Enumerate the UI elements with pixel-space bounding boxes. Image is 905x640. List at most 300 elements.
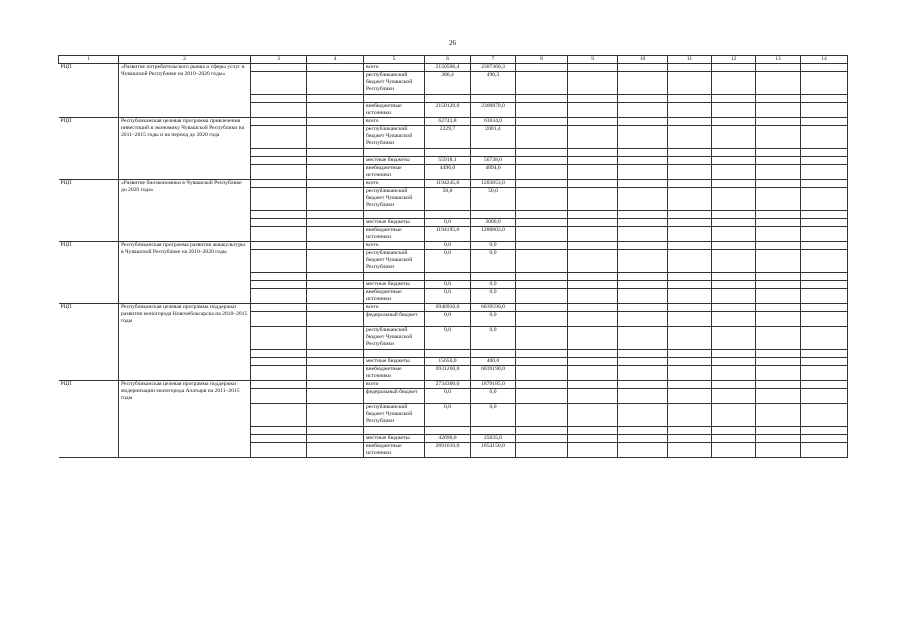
funding-source: республиканский бюджет Чувашской Республики <box>364 188 425 211</box>
empty-cell <box>516 118 568 126</box>
empty-cell <box>801 103 848 118</box>
value-col-6: 0,0 <box>425 389 471 404</box>
empty-cell <box>668 443 712 458</box>
empty-cell <box>668 404 712 427</box>
empty-cell <box>251 227 307 242</box>
empty-cell <box>251 350 307 358</box>
empty-cell <box>756 289 801 304</box>
table-row <box>59 64 848 72</box>
value-col-7: 0,0 <box>471 242 516 250</box>
value-col-6: 15650,0 <box>425 358 471 366</box>
empty-cell <box>618 157 668 165</box>
value-col-6: 0,0 <box>425 327 471 350</box>
value-col-7 <box>471 350 516 358</box>
empty-cell <box>801 188 848 211</box>
empty-cell <box>801 242 848 250</box>
empty-cell <box>618 443 668 458</box>
empty-cell <box>668 327 712 350</box>
empty-cell <box>568 304 618 312</box>
value-col-7 <box>471 211 516 219</box>
program-code: РЦП <box>59 64 119 118</box>
program-name: Республиканская целевая программа привлечения инвестиций в экономику Чувашской Республики на 2011–2015 годы и на период до 2020 года <box>119 118 251 180</box>
empty-cell <box>756 157 801 165</box>
empty-cell <box>712 250 756 273</box>
empty-cell <box>668 149 712 157</box>
empty-cell <box>307 157 364 165</box>
empty-cell <box>668 427 712 435</box>
empty-cell <box>668 366 712 381</box>
empty-cell <box>801 273 848 281</box>
empty-cell <box>801 304 848 312</box>
empty-cell <box>307 227 364 242</box>
empty-cell <box>801 327 848 350</box>
funding-source: федеральный бюджет <box>364 389 425 404</box>
empty-cell <box>668 304 712 312</box>
value-col-6: 2691610,0 <box>425 443 471 458</box>
empty-cell <box>251 427 307 435</box>
empty-cell <box>516 180 568 188</box>
empty-cell <box>516 273 568 281</box>
empty-cell <box>712 389 756 404</box>
program-name: Республиканская программа развития аквакультуры в Чувашской Республике на 2010–2020 годы <box>119 242 251 304</box>
empty-cell <box>307 350 364 358</box>
value-col-6: 42690,0 <box>425 435 471 443</box>
empty-cell <box>516 350 568 358</box>
value-col-6: 0,0 <box>425 219 471 227</box>
empty-cell <box>712 289 756 304</box>
value-col-7: 1854150,0 <box>471 443 516 458</box>
empty-cell <box>307 242 364 250</box>
program-name: «Развитие потребительского рынка и сферы услуг в Чувашской Республике на 2010–2020 годы» <box>119 64 251 118</box>
empty-cell <box>568 126 618 149</box>
value-col-6 <box>425 149 471 157</box>
empty-cell <box>712 149 756 157</box>
value-col-6: 0,0 <box>425 404 471 427</box>
empty-cell <box>756 72 801 95</box>
empty-cell <box>618 95 668 103</box>
empty-cell <box>516 72 568 95</box>
value-col-6: 4496,0 <box>425 165 471 180</box>
empty-cell <box>668 188 712 211</box>
empty-cell <box>801 366 848 381</box>
empty-cell <box>516 366 568 381</box>
empty-cell <box>618 118 668 126</box>
empty-cell <box>668 242 712 250</box>
empty-cell <box>618 211 668 219</box>
empty-cell <box>712 381 756 389</box>
empty-cell <box>756 165 801 180</box>
empty-cell <box>307 427 364 435</box>
empty-cell <box>251 435 307 443</box>
empty-cell <box>668 72 712 95</box>
empty-cell <box>668 165 712 180</box>
value-col-6: 0,0 <box>425 281 471 289</box>
empty-cell <box>568 103 618 118</box>
empty-cell <box>668 95 712 103</box>
empty-cell <box>251 95 307 103</box>
empty-cell <box>568 443 618 458</box>
empty-cell <box>618 165 668 180</box>
funding-source: местные бюджеты <box>364 281 425 289</box>
funding-source: всего <box>364 64 425 72</box>
empty-cell <box>712 118 756 126</box>
empty-cell <box>801 350 848 358</box>
empty-cell <box>516 126 568 149</box>
funding-source <box>364 427 425 435</box>
empty-cell <box>307 118 364 126</box>
empty-cell <box>251 180 307 188</box>
funding-source: республиканский бюджет Чувашской Республики <box>364 404 425 427</box>
empty-cell <box>516 281 568 289</box>
funding-source <box>364 273 425 281</box>
empty-cell <box>516 443 568 458</box>
empty-cell <box>801 180 848 188</box>
empty-cell <box>668 381 712 389</box>
value-col-6: 2329,7 <box>425 126 471 149</box>
empty-cell <box>801 381 848 389</box>
empty-cell <box>756 304 801 312</box>
empty-cell <box>251 149 307 157</box>
value-col-6: 0,0 <box>425 289 471 304</box>
funding-table <box>58 55 848 458</box>
funding-source: местные бюджеты <box>364 435 425 443</box>
empty-cell <box>756 211 801 219</box>
empty-cell <box>251 103 307 118</box>
value-col-7: 1879185,0 <box>471 381 516 389</box>
empty-cell <box>251 219 307 227</box>
empty-cell <box>568 427 618 435</box>
empty-cell <box>307 165 364 180</box>
empty-cell <box>801 250 848 273</box>
empty-cell <box>251 273 307 281</box>
empty-cell <box>516 165 568 180</box>
empty-cell <box>568 366 618 381</box>
empty-cell <box>756 443 801 458</box>
value-col-6: 2734300,0 <box>425 381 471 389</box>
empty-cell <box>307 95 364 103</box>
empty-cell <box>618 389 668 404</box>
empty-cell <box>516 149 568 157</box>
empty-cell <box>668 289 712 304</box>
empty-cell <box>251 242 307 250</box>
empty-cell <box>568 72 618 95</box>
empty-cell <box>618 358 668 366</box>
empty-cell <box>756 180 801 188</box>
empty-cell <box>251 211 307 219</box>
empty-cell <box>307 103 364 118</box>
funding-source: всего <box>364 381 425 389</box>
empty-cell <box>568 219 618 227</box>
value-col-7: 0,0 <box>471 250 516 273</box>
value-col-6: 0,0 <box>425 242 471 250</box>
table-row <box>59 242 848 250</box>
empty-cell <box>618 219 668 227</box>
empty-cell <box>307 381 364 389</box>
empty-cell <box>568 389 618 404</box>
column-number-1: 1 <box>59 56 119 64</box>
empty-cell <box>756 95 801 103</box>
empty-cell <box>801 435 848 443</box>
empty-cell <box>712 281 756 289</box>
column-number-12: 12 <box>712 56 756 64</box>
value-col-7: 0,0 <box>471 327 516 350</box>
funding-source: внебюджетные источники <box>364 227 425 242</box>
funding-source: всего <box>364 118 425 126</box>
empty-cell <box>307 72 364 95</box>
funding-source <box>364 350 425 358</box>
empty-cell <box>618 250 668 273</box>
table-row <box>59 180 848 188</box>
empty-cell <box>756 312 801 327</box>
value-col-7: 1280803,0 <box>471 227 516 242</box>
value-col-6: 50,0 <box>425 188 471 211</box>
empty-cell <box>251 165 307 180</box>
empty-cell <box>618 435 668 443</box>
program-name: Республиканская целевая программа поддержки развития моногорода Новочебоксарска на 2010–2015 годы <box>119 304 251 381</box>
empty-cell <box>307 289 364 304</box>
value-col-7: 3000,0 <box>471 219 516 227</box>
empty-cell <box>801 443 848 458</box>
empty-cell <box>801 149 848 157</box>
value-col-6: 0,0 <box>425 250 471 273</box>
empty-cell <box>618 149 668 157</box>
empty-cell <box>756 103 801 118</box>
column-number-row <box>59 56 848 64</box>
empty-cell <box>618 273 668 281</box>
empty-cell <box>568 227 618 242</box>
empty-cell <box>568 350 618 358</box>
empty-cell <box>668 250 712 273</box>
empty-cell <box>251 381 307 389</box>
empty-cell <box>668 281 712 289</box>
empty-cell <box>668 312 712 327</box>
empty-cell <box>712 312 756 327</box>
empty-cell <box>251 281 307 289</box>
funding-source: всего <box>364 242 425 250</box>
empty-cell <box>516 358 568 366</box>
value-col-7: 0,0 <box>471 312 516 327</box>
empty-cell <box>712 435 756 443</box>
value-col-6: 0,0 <box>425 312 471 327</box>
value-col-7: 50,0 <box>471 188 516 211</box>
empty-cell <box>568 289 618 304</box>
value-col-6 <box>425 273 471 281</box>
empty-cell <box>756 219 801 227</box>
empty-cell <box>618 289 668 304</box>
funding-source: республиканский бюджет Чувашской Республики <box>364 72 425 95</box>
empty-cell <box>618 312 668 327</box>
empty-cell <box>568 381 618 389</box>
empty-cell <box>712 219 756 227</box>
column-number-9: 9 <box>568 56 618 64</box>
empty-cell <box>307 250 364 273</box>
funding-source <box>364 149 425 157</box>
empty-cell <box>251 188 307 211</box>
empty-cell <box>756 149 801 157</box>
empty-cell <box>756 250 801 273</box>
empty-cell <box>712 304 756 312</box>
empty-cell <box>251 304 307 312</box>
empty-cell <box>618 404 668 427</box>
empty-cell <box>516 211 568 219</box>
empty-cell <box>668 389 712 404</box>
table-row <box>59 381 848 389</box>
value-col-6: 6946910,0 <box>425 304 471 312</box>
empty-cell <box>801 404 848 427</box>
empty-cell <box>618 327 668 350</box>
column-number-7: 7 <box>471 56 516 64</box>
empty-cell <box>756 281 801 289</box>
empty-cell <box>712 350 756 358</box>
empty-cell <box>251 64 307 72</box>
empty-cell <box>516 381 568 389</box>
empty-cell <box>568 327 618 350</box>
empty-cell <box>712 165 756 180</box>
value-col-6: 1194245,0 <box>425 180 471 188</box>
empty-cell <box>307 281 364 289</box>
empty-cell <box>618 72 668 95</box>
empty-cell <box>756 227 801 242</box>
value-col-7: 25035,0 <box>471 435 516 443</box>
empty-cell <box>516 219 568 227</box>
empty-cell <box>712 366 756 381</box>
program-code: РЦП <box>59 118 119 180</box>
empty-cell <box>801 95 848 103</box>
empty-cell <box>568 273 618 281</box>
empty-cell <box>668 211 712 219</box>
empty-cell <box>568 165 618 180</box>
empty-cell <box>801 281 848 289</box>
empty-cell <box>801 126 848 149</box>
empty-cell <box>568 157 618 165</box>
empty-cell <box>801 211 848 219</box>
empty-cell <box>516 389 568 404</box>
empty-cell <box>516 227 568 242</box>
value-col-7: 400,0 <box>471 358 516 366</box>
empty-cell <box>756 64 801 72</box>
column-number-14: 14 <box>801 56 848 64</box>
empty-cell <box>801 389 848 404</box>
empty-cell <box>668 180 712 188</box>
empty-cell <box>801 427 848 435</box>
empty-cell <box>712 227 756 242</box>
empty-cell <box>756 389 801 404</box>
empty-cell <box>618 126 668 149</box>
empty-cell <box>307 219 364 227</box>
empty-cell <box>568 211 618 219</box>
value-col-7: 6839190,0 <box>471 366 516 381</box>
empty-cell <box>307 180 364 188</box>
empty-cell <box>307 126 364 149</box>
value-col-7: 63634,0 <box>471 118 516 126</box>
empty-cell <box>251 327 307 350</box>
empty-cell <box>516 157 568 165</box>
empty-cell <box>516 250 568 273</box>
empty-cell <box>568 250 618 273</box>
column-number-11: 11 <box>668 56 712 64</box>
funding-source: республиканский бюджет Чувашской Республики <box>364 250 425 273</box>
empty-cell <box>801 358 848 366</box>
empty-cell <box>516 312 568 327</box>
empty-cell <box>756 118 801 126</box>
empty-cell <box>756 381 801 389</box>
empty-cell <box>712 72 756 95</box>
column-number-2: 2 <box>119 56 251 64</box>
funding-source: местные бюджеты <box>364 358 425 366</box>
empty-cell <box>307 64 364 72</box>
funding-source: внебюджетные источники <box>364 289 425 304</box>
value-col-7: 1283853,0 <box>471 180 516 188</box>
column-number-4: 4 <box>307 56 364 64</box>
empty-cell <box>756 350 801 358</box>
value-col-6: 2150120,0 <box>425 103 471 118</box>
page-number: 26 <box>449 39 456 47</box>
value-col-6: 386,4 <box>425 72 471 95</box>
empty-cell <box>568 312 618 327</box>
empty-cell <box>756 427 801 435</box>
funding-source: всего <box>364 180 425 188</box>
empty-cell <box>756 242 801 250</box>
empty-cell <box>251 72 307 95</box>
value-col-6: 55918,1 <box>425 157 471 165</box>
empty-cell <box>307 327 364 350</box>
value-col-6 <box>425 350 471 358</box>
empty-cell <box>568 358 618 366</box>
empty-cell <box>756 435 801 443</box>
empty-cell <box>307 273 364 281</box>
empty-cell <box>668 126 712 149</box>
empty-cell <box>307 358 364 366</box>
empty-cell <box>568 95 618 103</box>
value-col-7: 0,0 <box>471 289 516 304</box>
column-number-10: 10 <box>618 56 668 64</box>
empty-cell <box>712 327 756 350</box>
empty-cell <box>251 126 307 149</box>
empty-cell <box>801 157 848 165</box>
empty-cell <box>712 404 756 427</box>
value-col-7: 0,0 <box>471 404 516 427</box>
empty-cell <box>568 242 618 250</box>
empty-cell <box>756 188 801 211</box>
empty-cell <box>756 404 801 427</box>
empty-cell <box>618 242 668 250</box>
funding-source: местные бюджеты <box>364 219 425 227</box>
empty-cell <box>801 118 848 126</box>
empty-cell <box>516 289 568 304</box>
empty-cell <box>801 312 848 327</box>
empty-cell <box>668 273 712 281</box>
program-code: РЦП <box>59 304 119 381</box>
empty-cell <box>801 219 848 227</box>
empty-cell <box>516 64 568 72</box>
funding-source: местные бюджеты <box>364 157 425 165</box>
empty-cell <box>618 180 668 188</box>
funding-source: внебюджетные источники <box>364 165 425 180</box>
empty-cell <box>568 281 618 289</box>
column-number-3: 3 <box>251 56 307 64</box>
empty-cell <box>307 188 364 211</box>
value-col-7: 6839590,0 <box>471 304 516 312</box>
value-col-6: 62743,8 <box>425 118 471 126</box>
funding-source: федеральный бюджет <box>364 312 425 327</box>
value-col-6: 1194195,0 <box>425 227 471 242</box>
empty-cell <box>618 227 668 242</box>
value-col-6: 6931260,0 <box>425 366 471 381</box>
empty-cell <box>307 435 364 443</box>
empty-cell <box>712 242 756 250</box>
empty-cell <box>712 358 756 366</box>
empty-cell <box>801 64 848 72</box>
